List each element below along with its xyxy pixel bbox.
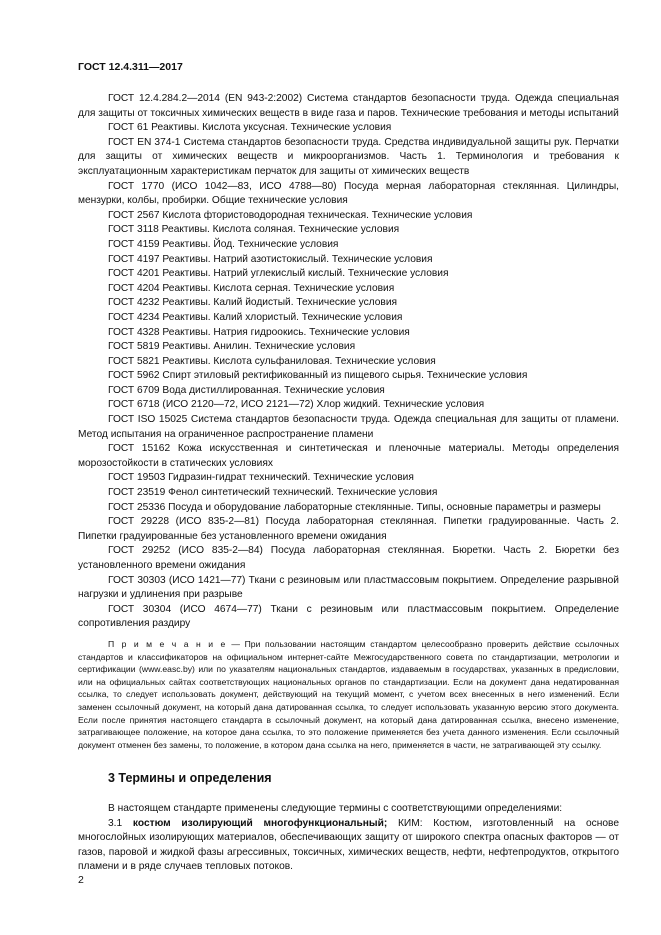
reference-item: ГОСТ ISO 15025 Система стандартов безопасности труда. Одежда специальная для защиты от пламени. Метод испытания на ограниченное распространение пламени xyxy=(78,414,619,440)
reference-item: ГОСТ 29228 (ИСО 835-2—81) Посуда лабораторная стеклянная. Пипетки градуированные. Часть 2. Пипетки градуированные без установленного времени ожидания xyxy=(78,516,619,542)
reference-item: ГОСТ 6718 (ИСО 2120—72, ИСО 2121—72) Хлор жидкий. Технические условия xyxy=(108,399,485,411)
reference-item: ГОСТ 29252 (ИСО 835-2—84) Посуда лабораторная стеклянная. Бюретки. Часть 2. Бюретки без установленного времени ожидания xyxy=(78,545,619,571)
reference-item: ГОСТ 5821 Реактивы. Кислота сульфаниловая. Технические условия xyxy=(108,355,436,367)
reference-item: ГОСТ 4328 Реактивы. Натрия гидроокись. Технические условия xyxy=(108,326,410,338)
terms-section xyxy=(78,802,619,875)
note-label: П р и м е ч а н и е xyxy=(108,638,227,649)
term-definition xyxy=(78,817,619,875)
term-name: костюм изолирующий многофункциональный; xyxy=(132,817,388,829)
reference-item: ГОСТ 6709 Вода дистиллированная. Технические условия xyxy=(108,384,385,396)
reference-item: ГОСТ 4197 Реактивы. Натрий азотистокислый. Технические условия xyxy=(108,253,433,265)
reference-item: ГОСТ 15162 Кожа искусственная и синтетическая и пленочные материалы. Методы определения морозостойкости в статических условиях xyxy=(78,443,619,469)
term-text: КИМ: Костюм, изготовленный на основе многослойных изолирующих материалов, обеспечивающих защиту от широкого спектра опасных факторов — от газов, паровой и жидкой фазы агрессивных, токсичных, химических веществ, нефти, нефтепродуктов, открытого пламени и в ряде случаев тепловых потоков. xyxy=(78,817,620,873)
reference-item: ГОСТ 4204 Реактивы. Кислота серная. Технические условия xyxy=(108,282,395,294)
reference-item: ГОСТ 5819 Реактивы. Анилин. Технические условия xyxy=(108,341,356,353)
document-header: ГОСТ 12.4.311—2017 xyxy=(78,61,183,73)
reference-item: ГОСТ EN 374-1 Система стандартов безопасности труда. Средства индивидуальной защиты рук. Перчатки для защиты от химических веществ и микроорганизмов. Часть 1. Терминология и требования к эксплуатационным характеристикам перчаток для защиты от химических веществ xyxy=(78,136,619,177)
reference-item: ГОСТ 3118 Реактивы. Кислота соляная. Технические условия xyxy=(108,224,400,236)
intro-paragraph: В настоящем стандарте применены следующие термины с соответствующими определениями: xyxy=(108,803,563,814)
reference-item: ГОСТ 5962 Спирт этиловый ректификованный из пищевого сырья. Технические условия xyxy=(108,370,528,382)
reference-item: ГОСТ 12.4.284.2—2014 (EN 943-2:2002) Система стандартов безопасности труда. Одежда специальная для защиты от токсичных химических веществ в виде газа и паров. Технические требования и методы испытаний xyxy=(78,93,619,119)
reference-item: ГОСТ 4201 Реактивы. Натрий углекислый кислый. Технические условия xyxy=(108,268,449,280)
reference-item: ГОСТ 30304 (ИСО 4674—77) Ткани с резиновым или пластмассовым покрытием. Определение сопротивления раздиру xyxy=(78,603,619,630)
reference-item: ГОСТ 61 Реактивы. Кислота уксусная. Технические условия xyxy=(108,122,392,134)
note-text: — При пользовании настоящим стандартом целесообразно проверить действие ссылочных стандартов и классификаторов на официальном интернет-сайте Межгосударственного совета по стандартизации, метрологии и сертификации (www.easc.by) или по указателям национальных стандартов, издаваемым в государствах, указанных в предисловии, или на официальных сайтах соответствующих национальных органов по стандартизации. Если на документ дана недатированная ссылка, то следует использовать документ, действующий на текущий момент, с учетом всех внесенных в него изменений. Если заменен ссылочный документ, на который дана датированная ссылка, то следует использовать указанную версию этого документа. Если после принятия настоящего стандарта в ссылочный документ, на который дана датированная ссылка, внесено изменение, затрагивающее положение, на которое дана ссылка, то это положение применяется без учета данного изменения. Если ссылочный документ отменен без замены, то положение, в котором дана ссылка на него, применяется в части, не затрагивающей эту ссылку. xyxy=(78,638,619,750)
reference-item: ГОСТ 23519 Фенол синтетический технический. Технические условия xyxy=(108,487,438,499)
normative-references xyxy=(78,92,619,751)
page-number: 2 xyxy=(78,874,84,886)
reference-item: ГОСТ 25336 Посуда и оборудование лабораторные стеклянные. Типы, основные параметры и размеры xyxy=(108,501,601,513)
term-number: 3.1 xyxy=(108,817,133,829)
note-paragraph xyxy=(78,638,619,751)
reference-item: ГОСТ 4234 Реактивы. Калий хлористый. Технические условия xyxy=(108,311,403,323)
reference-item: ГОСТ 30303 (ИСО 1421—77) Ткани с резиновым или пластмассовым покрытием. Определение разрывной нагрузки и удлинения при разрыве xyxy=(78,574,619,601)
section-heading: 3 Термины и определения xyxy=(108,771,272,785)
reference-item: ГОСТ 4159 Реактивы. Йод. Технические условия xyxy=(108,238,339,250)
reference-item: ГОСТ 19503 Гидразин-гидрат технический. Технические условия xyxy=(108,472,414,484)
reference-item: ГОСТ 1770 (ИСО 1042—83, ИСО 4788—80) Посуда мерная лабораторная стеклянная. Цилиндры, мензурки, колбы, пробирки. Общие технические условия xyxy=(78,180,619,207)
reference-item: ГОСТ 2567 Кислота фтористоводородная техническая. Технические условия xyxy=(108,209,473,221)
reference-item: ГОСТ 4232 Реактивы. Калий йодистый. Технические условия xyxy=(108,297,398,309)
